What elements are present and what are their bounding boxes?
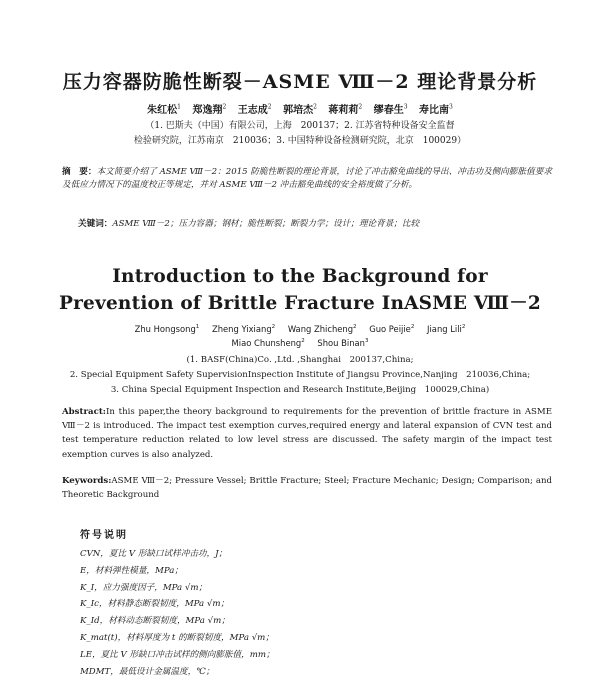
- chinese-keywords-text: ASME Ⅷ－2；压力容器；钢材；脆性断裂；断裂力学；设计；理论背景；比较: [112, 219, 420, 229]
- symbol-item: CVN，夏比 V 形缺口试样冲击功，J；: [80, 549, 228, 559]
- english-affiliation-line: 2. Special Equipment Safety SupervisionInspection Institute of Jiangsu Province,Nanjing 210036,China;: [69, 370, 531, 380]
- chinese-author: 寿比南$^3$: [419, 103, 453, 116]
- chinese-keywords-label: 关键词：: [78, 219, 113, 229]
- chinese-author-list: [0, 101, 600, 116]
- english-keywords: [62, 474, 552, 502]
- symbols-list: [80, 546, 550, 680]
- symbol-item: K_mat(t)，材料厚度为 t 的断裂韧度，MPa √m；: [80, 632, 274, 643]
- chinese-abstract-text: 本文简要介绍了 ASME Ⅷ－2：2015 防脆性断裂的理论背景，讨论了冲击豁免曲线的导出、冲击功及侧向膨胀值要求及低应力情况下的温度校正等规定，并对 ASME Ⅷ－2 冲击豁免曲线的安全裕度做了分析。: [62, 167, 552, 191]
- chinese-author: 缪春生$^3$: [373, 103, 408, 116]
- english-abstract: [62, 405, 552, 462]
- symbol-item: MDMT，最低设计金属温度，℃；: [80, 666, 215, 677]
- english-author: Shou Binan$^3$: [317, 338, 369, 348]
- chinese-keywords: [78, 217, 548, 229]
- english-author-list-2: [0, 338, 600, 348]
- english-author: Miao Chunsheng$^2$: [231, 338, 305, 348]
- english-abstract-text: In this paper,the theory background to requirements for the prevention of brittle fracture in ASME Ⅷ－2 is introduced. The impact test exemption curves,required energy and lateral expansion of CVN test and test temperature reduction related to low level stress are discussed. The safety margin of the impact test exemption curves is also analyzed.: [62, 407, 552, 460]
- chinese-abstract-label: 摘 要：: [62, 167, 97, 177]
- chinese-author: 王志成$^2$: [237, 103, 272, 116]
- chinese-affiliation-line: 检验研究院，江苏南京 210036；3. 中国特种设备检测研究院，北京 100029）: [133, 136, 467, 146]
- english-title-line-2: Prevention of Brittle Fracture InASME Ⅷ－2: [58, 293, 541, 314]
- symbols-heading: 符号说明: [80, 530, 128, 541]
- english-title-line-1: Introduction to the Background for: [112, 266, 488, 287]
- symbol-item: E，材料弹性模量，MPa；: [80, 565, 183, 576]
- english-author: Guo Peijie$^2$: [369, 324, 415, 334]
- english-abstract-label: Abstract:: [62, 407, 106, 417]
- chinese-abstract: [62, 166, 552, 192]
- english-author: Jiang Lili$^2$: [427, 324, 466, 334]
- chinese-author: 郭培杰$^2$: [283, 103, 317, 116]
- chinese-author: 蒋莉莉$^2$: [328, 103, 363, 116]
- english-author: Zheng Yixiang$^2$: [211, 324, 276, 334]
- chinese-title: 压力容器防脆性断裂－ASME Ⅷ－2 理论背景分析: [62, 71, 538, 93]
- english-author-list: [0, 324, 600, 334]
- chinese-affiliation-line: （1. 巴斯夫（中国）有限公司，上海 200137；2. 江苏省特种设备安全监督: [145, 121, 455, 131]
- english-keywords-text: ASME Ⅷ－2; Pressure Vessel; Brittle Fracture; Steel; Fracture Mechanic; Design; Comparison; and Theoretic Background: [62, 476, 552, 501]
- symbol-item: K_Ic，材料静态断裂韧度，MPa √m；: [80, 599, 230, 610]
- english-author: Wang Zhicheng$^2$: [287, 324, 357, 334]
- symbol-item: LE，夏比 V 形缺口冲击试样的侧向膨胀值，mm；: [80, 649, 275, 660]
- english-affiliation-line: 3. China Special Equipment Inspection and Research Institute,Beijing 100029,China): [110, 385, 490, 395]
- chinese-author: 郑逸翔$^2$: [192, 103, 227, 116]
- english-affiliation-line: (1. BASF(China)Co. ,Ltd. ,Shanghai 200137,China;: [186, 355, 414, 365]
- symbol-item: K_Id，材料动态断裂韧度，MPa √m；: [80, 616, 230, 627]
- symbol-item: K_I，应力强度因子，MPa √m；: [80, 582, 208, 593]
- chinese-author: 朱红松$^1$: [147, 103, 181, 116]
- english-keywords-label: Keywords:: [62, 476, 112, 486]
- english-author: Zhu Hongsong$^1$: [134, 324, 200, 334]
